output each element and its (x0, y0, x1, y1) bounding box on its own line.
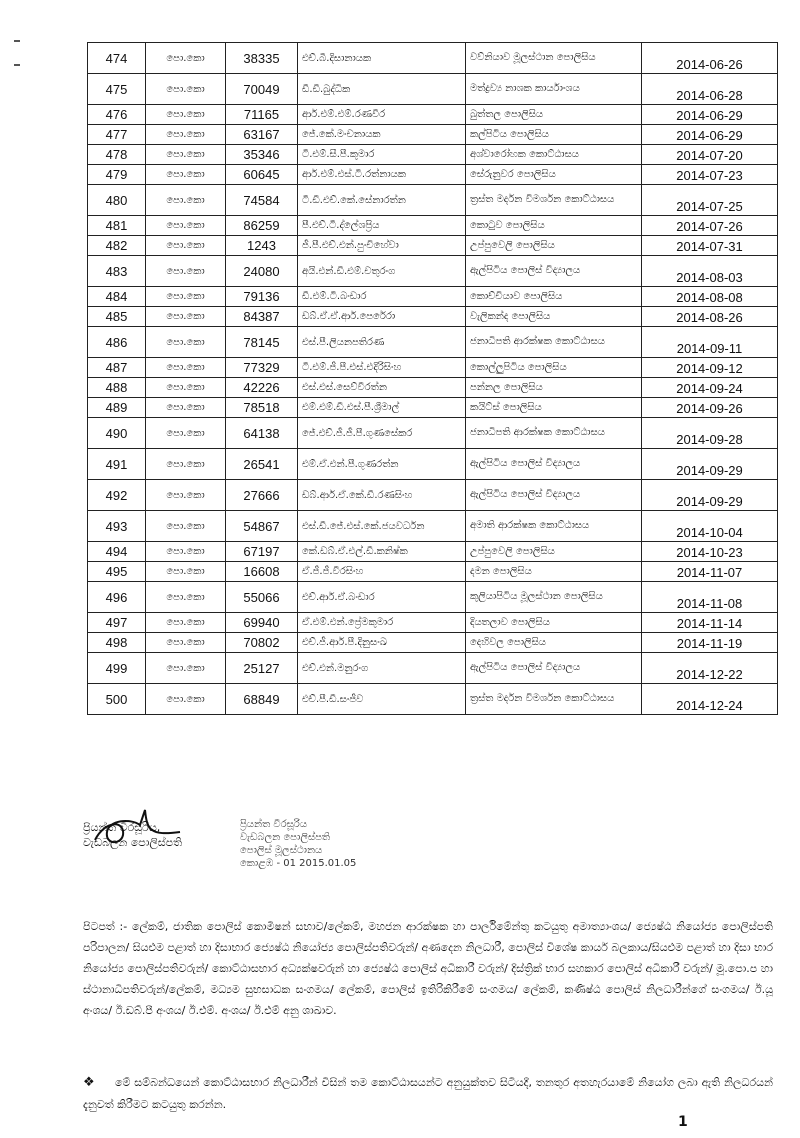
station-cell: ඇල්පිටිය පොලිස් විද්‍යාලය (466, 449, 642, 480)
serial-number-cell: 493 (88, 511, 146, 542)
registration-number-cell: 42226 (226, 378, 298, 398)
serial-number-cell: 475 (88, 74, 146, 105)
instruction-note (83, 1072, 773, 1116)
serial-number-cell: 500 (88, 684, 146, 715)
registration-number-cell: 78145 (226, 327, 298, 358)
station-cell: කුලියාපිටිය මූලස්ථාන පොලිසිය (466, 582, 642, 613)
registration-number-cell: 63167 (226, 125, 298, 145)
serial-number-cell: 486 (88, 327, 146, 358)
serial-number-cell: 499 (88, 653, 146, 684)
table-row (88, 684, 778, 715)
table-row (88, 449, 778, 480)
scan-margin-mark (14, 40, 20, 42)
serial-number-cell: 477 (88, 125, 146, 145)
station-cell: උප්පුවෙලි පොලිසිය (466, 236, 642, 256)
station-cell: අශ්වාරෝහක කොට්ඨාසය (466, 145, 642, 165)
table-row (88, 145, 778, 165)
date-cell: 2014-11-19 (642, 633, 778, 653)
officer-name-cell: ජේ.එච්.ජී.ජී.පී.ගුණසේකර (298, 418, 466, 449)
station-cell: දෙහිවල පොලිසිය (466, 633, 642, 653)
date-cell: 2014-12-22 (642, 653, 778, 684)
officer-name-cell: ඩී.එම්.ටී.බංඩාර (298, 287, 466, 307)
date-cell: 2014-07-20 (642, 145, 778, 165)
station-cell: බුත්තල පොලිසිය (466, 105, 642, 125)
station-cell: දියතලාව පොලිසිය (466, 613, 642, 633)
officer-name-cell: ටී.එම්.සී.පී.කුමාර (298, 145, 466, 165)
registration-number-cell: 64138 (226, 418, 298, 449)
officer-name-cell: එස්.පී.ලියනපතිරණ (298, 327, 466, 358)
registration-number-cell: 84387 (226, 307, 298, 327)
table-row (88, 327, 778, 358)
officer-name-cell: එම්.ඒ.එන්.පී.ගුණරත්න (298, 449, 466, 480)
stamp-title: වැඩබලන පොලිස්පති (240, 832, 331, 843)
serial-number-cell: 498 (88, 633, 146, 653)
table-row (88, 582, 778, 613)
registration-number-cell: 67197 (226, 542, 298, 562)
station-cell: කොච්චියාව පොලිසිය (466, 287, 642, 307)
serial-number-cell: 480 (88, 185, 146, 216)
table-row (88, 378, 778, 398)
registration-number-cell: 55066 (226, 582, 298, 613)
rank-cell: පො.කො (146, 542, 226, 562)
signatory-name: ප්‍රියන්ත වීරසූරිය, (83, 821, 161, 834)
rank-cell: පො.කො (146, 562, 226, 582)
date-cell: 2014-11-14 (642, 613, 778, 633)
date-cell: 2014-07-25 (642, 185, 778, 216)
rank-cell: පො.කො (146, 633, 226, 653)
serial-number-cell: 478 (88, 145, 146, 165)
serial-number-cell: 476 (88, 105, 146, 125)
officer-name-cell: එච්.එන්.මනුරංග (298, 653, 466, 684)
stamp-name: ප්‍රියන්ත වීරසූරිය (240, 819, 308, 830)
table-row (88, 633, 778, 653)
officer-name-cell: ඩබ්.ආර්.ඒ.කේ.ඩී.රණසිංහ (298, 480, 466, 511)
stamp-date: කොළඹ - 01 2015.01.05 (240, 858, 357, 869)
registration-number-cell: 1243 (226, 236, 298, 256)
serial-number-cell: 497 (88, 613, 146, 633)
date-cell: 2014-11-08 (642, 582, 778, 613)
note-text: මේ සම්බන්ධයෙන් කොට්ඨාසභාර නිලධාරීන් විසින් තම කොට්ඨාසයන්ට අනුයුක්තව සිටියදී, තනතුර අතහැරයාමේ නියෝග ලබා ඇති නිලධරයන් දැනුවත් කිරීමට කටයුතු කරන්න. (83, 1076, 773, 1111)
rank-cell: පො.කො (146, 216, 226, 236)
registration-number-cell: 25127 (226, 653, 298, 684)
rank-cell: පො.කො (146, 256, 226, 287)
serial-number-cell: 487 (88, 358, 146, 378)
officer-name-cell: පී.එච්.ටී.ද්ලේශප්‍රිය (298, 216, 466, 236)
serial-number-cell: 492 (88, 480, 146, 511)
officer-name-cell: ආර්.එම්.එස්.ටී.රත්නායක (298, 165, 466, 185)
station-cell: ත්‍රස්ත මර්දන විමර්ශන කොට්ඨාසය (466, 185, 642, 216)
officer-name-cell: එච්.බී.දිසානායක (298, 43, 466, 74)
table-row (88, 287, 778, 307)
serial-number-cell: 474 (88, 43, 146, 74)
rank-cell: පො.කො (146, 145, 226, 165)
serial-number-cell: 495 (88, 562, 146, 582)
roster-body (88, 43, 778, 715)
registration-number-cell: 16608 (226, 562, 298, 582)
date-cell: 2014-09-12 (642, 358, 778, 378)
stamp-office: පොලිස් මූලස්ථානය (240, 845, 323, 856)
registration-number-cell: 68849 (226, 684, 298, 715)
table-row (88, 653, 778, 684)
table-row (88, 256, 778, 287)
date-cell: 2014-09-26 (642, 398, 778, 418)
station-cell: ඇල්පිටිය පොලිස් විද්‍යාලය (466, 256, 642, 287)
copies-recipients: ලේකම්, ජාතික පොලිස් කොමිෂන් සභාව/ලේකම්, මහජන ආරක්ෂක හා පාර්ලිමේන්තු කටයුතු අමාත්‍යාංශය/ ජ්‍යෙෂ්ඨ නියෝජ්‍ය පොලිස්පති පරිපාලන/ සියළුම පළාත් හා දිසාභාර ජ්‍යෙෂ්ඨ නියෝජ්‍ය පොලිස්පතිවරුන්/ අණදෙන නිලධාරී, පොලිස් විශේෂ කාර්ය බලකාය/සියළුම පළාත් හා දිසා භාර නියෝජ්‍ය පොලිස්පතිවරුන්/ කොට්ඨාසභාර අධ්‍යක්ෂවරුන් හා ජ්‍යෙෂ්ඨ පොලිස් අධිකාරී වරුන්/ දිස්ත්‍රික් භාර සහකාර පොලිස් අධිකාරී වරුන්/ මූ.පො.ප හා ස්ථානාධිපතිවරුන්/ලේකම්, මධ්‍යම සුභසාධක සංගමය/ ලේකම්, පොලිස් ඉතිරිකිරීමේ සංගමය/ ලේකම්, කණිෂ්ඨ පොලිස් නිලධාරීන්ගේ සංගමය/ ඊ.යූ අංශය/ ඊ.ඩබ්.පී අංශය/ ඊ.එම්. අංශය/ ඊ.එම් අනු ශාඛාව. (83, 920, 773, 1017)
diamond-bullet-icon: ❖ (83, 1075, 96, 1090)
rank-cell: පො.කො (146, 582, 226, 613)
registration-number-cell: 24080 (226, 256, 298, 287)
scan-margin-mark (14, 64, 20, 66)
date-cell: 2014-09-28 (642, 418, 778, 449)
rank-cell: පො.කො (146, 327, 226, 358)
table-row (88, 613, 778, 633)
serial-number-cell: 479 (88, 165, 146, 185)
station-cell: පන්නල පොලිසිය (466, 378, 642, 398)
rank-cell: පො.කො (146, 43, 226, 74)
station-cell: ඇල්පිටිය පොලිස් විද්‍යාලය (466, 480, 642, 511)
table-row (88, 511, 778, 542)
table-row (88, 480, 778, 511)
signatory-title: වැඩබලන පොලිස්පති (83, 836, 183, 849)
page-number: 1 (678, 1114, 688, 1130)
station-cell: ජනාධිපති ආරක්ෂක කොට්ඨාසය (466, 418, 642, 449)
rank-cell: පො.කො (146, 287, 226, 307)
date-cell: 2014-08-08 (642, 287, 778, 307)
station-cell: ත්‍රස්ත මර්දන විමර්ශන කොට්ඨාසය (466, 684, 642, 715)
rank-cell: පො.කො (146, 105, 226, 125)
station-cell: සේරුනුවර පොලිසිය (466, 165, 642, 185)
officer-name-cell: එස්.ඩී.ජේ.එස්.කේ.ජයවර්ධන (298, 511, 466, 542)
table-row (88, 185, 778, 216)
station-cell: දමන පොලිසිය (466, 562, 642, 582)
registration-number-cell: 38335 (226, 43, 298, 74)
serial-number-cell: 484 (88, 287, 146, 307)
officer-name-cell: ආර්.එම්.එම්.රණවීර (298, 105, 466, 125)
serial-number-cell: 489 (88, 398, 146, 418)
registration-number-cell: 70049 (226, 74, 298, 105)
table-row (88, 398, 778, 418)
station-cell: ජනාධිපති ආරක්ෂක කොට්ඨාසය (466, 327, 642, 358)
officer-name-cell: ඒ.එම්.එන්.ප්‍රේමකුමාර (298, 613, 466, 633)
date-cell: 2014-06-26 (642, 43, 778, 74)
station-cell: අමාති ආරක්ෂක කොට්ඨාසය (466, 511, 642, 542)
date-cell: 2014-12-24 (642, 684, 778, 715)
registration-number-cell: 74584 (226, 185, 298, 216)
station-cell: වව්නියාව මූලස්ථාන පොලිසිය (466, 43, 642, 74)
officer-name-cell: එච්.පී.ඩී.සංජීව (298, 684, 466, 715)
copies-label: පිටපත් :- (83, 920, 128, 933)
station-cell: වැලිකන්ද පොලිසිය (466, 307, 642, 327)
table-row (88, 542, 778, 562)
registration-number-cell: 79136 (226, 287, 298, 307)
rank-cell: පො.කො (146, 613, 226, 633)
serial-number-cell: 485 (88, 307, 146, 327)
rank-cell: පො.කො (146, 378, 226, 398)
date-cell: 2014-10-23 (642, 542, 778, 562)
station-cell: කයිට්ස් පොලිසිය (466, 398, 642, 418)
date-cell: 2014-06-29 (642, 105, 778, 125)
rank-cell: පො.කො (146, 236, 226, 256)
date-cell: 2014-06-28 (642, 74, 778, 105)
copies-to-section (83, 916, 773, 1021)
rank-cell: පො.කො (146, 418, 226, 449)
date-cell: 2014-08-03 (642, 256, 778, 287)
date-cell: 2014-11-07 (642, 562, 778, 582)
serial-number-cell: 490 (88, 418, 146, 449)
registration-number-cell: 86259 (226, 216, 298, 236)
date-cell: 2014-09-29 (642, 480, 778, 511)
rank-cell: පො.කො (146, 185, 226, 216)
station-cell: කොටුව පොලිසිය (466, 216, 642, 236)
officer-roster-table (87, 42, 778, 715)
table-row (88, 236, 778, 256)
registration-number-cell: 26541 (226, 449, 298, 480)
serial-number-cell: 496 (88, 582, 146, 613)
table-row (88, 43, 778, 74)
station-cell: ඇල්පිටිය පොලිස් විද්‍යාලය (466, 653, 642, 684)
rank-cell: පො.කො (146, 511, 226, 542)
serial-number-cell: 488 (88, 378, 146, 398)
date-cell: 2014-07-23 (642, 165, 778, 185)
officer-name-cell: ටී.එම්.ජී.පී.එස්.එදිරිසිංහ (298, 358, 466, 378)
date-cell: 2014-09-11 (642, 327, 778, 358)
date-cell: 2014-06-29 (642, 125, 778, 145)
registration-number-cell: 69940 (226, 613, 298, 633)
rank-cell: පො.කො (146, 449, 226, 480)
rank-cell: පො.කො (146, 398, 226, 418)
rank-cell: පො.කො (146, 165, 226, 185)
table-row (88, 165, 778, 185)
rank-cell: පො.කො (146, 480, 226, 511)
officer-name-cell: එච්.ජී.ආර්.පී.දිනුසංඛ (298, 633, 466, 653)
date-cell: 2014-10-04 (642, 511, 778, 542)
date-cell: 2014-08-26 (642, 307, 778, 327)
officer-name-cell: ඒ.ජී.ජී.වීරසිංහ (298, 562, 466, 582)
table-row (88, 105, 778, 125)
table-row (88, 307, 778, 327)
serial-number-cell: 483 (88, 256, 146, 287)
serial-number-cell: 482 (88, 236, 146, 256)
officer-name-cell: එම්.එම්.ඩී.එස්.පී.ශ්‍රීමාල් (298, 398, 466, 418)
rank-cell: පො.කො (146, 358, 226, 378)
registration-number-cell: 78518 (226, 398, 298, 418)
table-row (88, 562, 778, 582)
rank-cell: පො.කො (146, 653, 226, 684)
station-cell: කොල්ලුපිටිය පොලිසිය (466, 358, 642, 378)
officer-name-cell: ජී.පී.එච්.එන්.පුංචිහේවා (298, 236, 466, 256)
station-cell: මත්ද්‍රව්‍ය නාශක කාර්යාංශය (466, 74, 642, 105)
table-row (88, 216, 778, 236)
date-cell: 2014-07-31 (642, 236, 778, 256)
table-row (88, 74, 778, 105)
rank-cell: පො.කො (146, 125, 226, 145)
station-cell: කල්පිටිය පොලිසිය (466, 125, 642, 145)
registration-number-cell: 77329 (226, 358, 298, 378)
officer-name-cell: කේ.ඩබ්.ඒ.එල්.ඩී.කනිෂ්ක (298, 542, 466, 562)
officer-name-cell: ඩී.ඩී.බුද්ධික (298, 74, 466, 105)
registration-number-cell: 27666 (226, 480, 298, 511)
registration-number-cell: 60645 (226, 165, 298, 185)
serial-number-cell: 481 (88, 216, 146, 236)
officer-name-cell: ජේ.කේ.මංචනායක (298, 125, 466, 145)
rank-cell: පො.කො (146, 684, 226, 715)
officer-name-cell: එස්.එස්.සෙව්වීරත්න (298, 378, 466, 398)
officer-name-cell: අයි.එන්.ඩී.එම්.චතුරංග (298, 256, 466, 287)
table-row (88, 418, 778, 449)
official-stamp (240, 818, 356, 870)
station-cell: උප්පුවෙලි පොලිසිය (466, 542, 642, 562)
registration-number-cell: 54867 (226, 511, 298, 542)
serial-number-cell: 494 (88, 542, 146, 562)
date-cell: 2014-09-29 (642, 449, 778, 480)
serial-number-cell: 491 (88, 449, 146, 480)
rank-cell: පො.කො (146, 74, 226, 105)
date-cell: 2014-07-26 (642, 216, 778, 236)
rank-cell: පො.කො (146, 307, 226, 327)
registration-number-cell: 71165 (226, 105, 298, 125)
officer-name-cell: එච්.ආර්.ඒ.බංඩාර (298, 582, 466, 613)
registration-number-cell: 35346 (226, 145, 298, 165)
officer-name-cell: ඩබ්.ඒ.ඒ.ආර්.පෙරේරා (298, 307, 466, 327)
registration-number-cell: 70802 (226, 633, 298, 653)
table-row (88, 125, 778, 145)
table-row (88, 358, 778, 378)
officer-name-cell: ටී.ඩී.එච්.කේ.සේනාරත්න (298, 185, 466, 216)
date-cell: 2014-09-24 (642, 378, 778, 398)
